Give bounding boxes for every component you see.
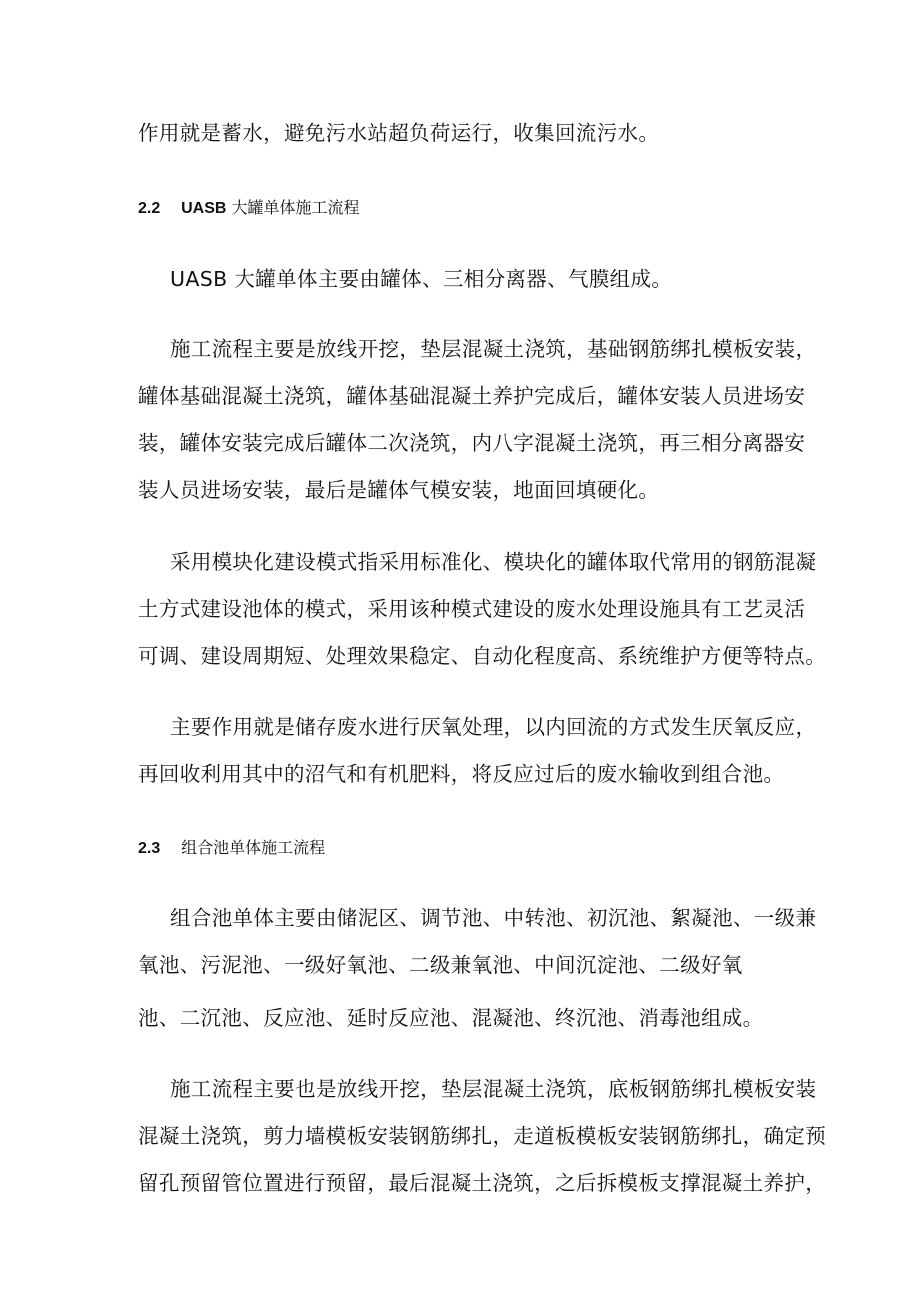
section-heading-2-2 xyxy=(138,196,360,221)
section-title: 大罐单体施工流程 xyxy=(231,198,360,217)
paragraph-line: 装，罐体安装完成后罐体二次浇筑，内八字混凝土浇筑，再三相分离器安 xyxy=(138,431,806,455)
section-title-latin: UASB xyxy=(181,200,227,217)
paragraph-line: 作用就是蓄水，避免污水站超负荷运行，收集回流污水。 xyxy=(138,121,660,145)
paragraph-line: 再回收利用其中的沼气和有机肥料，将反应过后的废水输收到组合池。 xyxy=(138,762,785,786)
paragraph-line: 罐体基础混凝土浇筑，罐体基础混凝土养护完成后，罐体安装人员进场安 xyxy=(138,384,806,408)
paragraph-line: 组合池单体主要由储泥区、调节池、中转池、初沉池、絮凝池、一级兼 xyxy=(170,906,817,930)
paragraph-line: UASB 大罐单体主要由罐体、三相分离器、气膜组成。 xyxy=(170,267,673,291)
section-heading-2-3 xyxy=(138,836,325,861)
paragraph-line: 施工流程主要也是放线开挖，垫层混凝土浇筑，底板钢筋绑扎模板安装 xyxy=(170,1077,817,1101)
section-title: 组合池单体施工流程 xyxy=(181,838,326,857)
paragraph-line: 氧池、污泥池、一级好氧池、二级兼氧池、中间沉淀池、二级好氧 xyxy=(138,953,743,977)
paragraph-line: 留孔预留管位置进行预留，最后混凝土浇筑，之后拆模板支撑混凝土养护， xyxy=(138,1171,827,1195)
paragraph-line: 施工流程主要是放线开挖，垫层混凝土浇筑，基础钢筋绑扎模板安装， xyxy=(170,337,817,361)
paragraph-line: 采用模块化建设模式指采用标准化、模块化的罐体取代常用的钢筋混凝 xyxy=(170,550,817,574)
paragraph-line: 混凝土浇筑，剪力墙模板安装钢筋绑扎，走道板模板安装钢筋绑扎，确定预 xyxy=(138,1124,827,1148)
section-number: 2.2 xyxy=(138,200,161,217)
paragraph-line: 可调、建设周期短、处理效果稳定、自动化程度高、系统维护方便等特点。 xyxy=(138,644,827,668)
paragraph-line: 池、二沉池、反应池、延时反应池、混凝池、终沉池、消毒池组成。 xyxy=(138,1006,764,1030)
section-number: 2.3 xyxy=(138,840,161,857)
paragraph-line: 土方式建设池体的模式，采用该种模式建设的废水处理设施具有工艺灵活 xyxy=(138,597,806,621)
paragraph-line: 主要作用就是储存废水进行厌氧处理，以内回流的方式发生厌氧反应， xyxy=(170,715,817,739)
paragraph-line: 装人员进场安装，最后是罐体气模安装，地面回填硬化。 xyxy=(138,478,660,502)
